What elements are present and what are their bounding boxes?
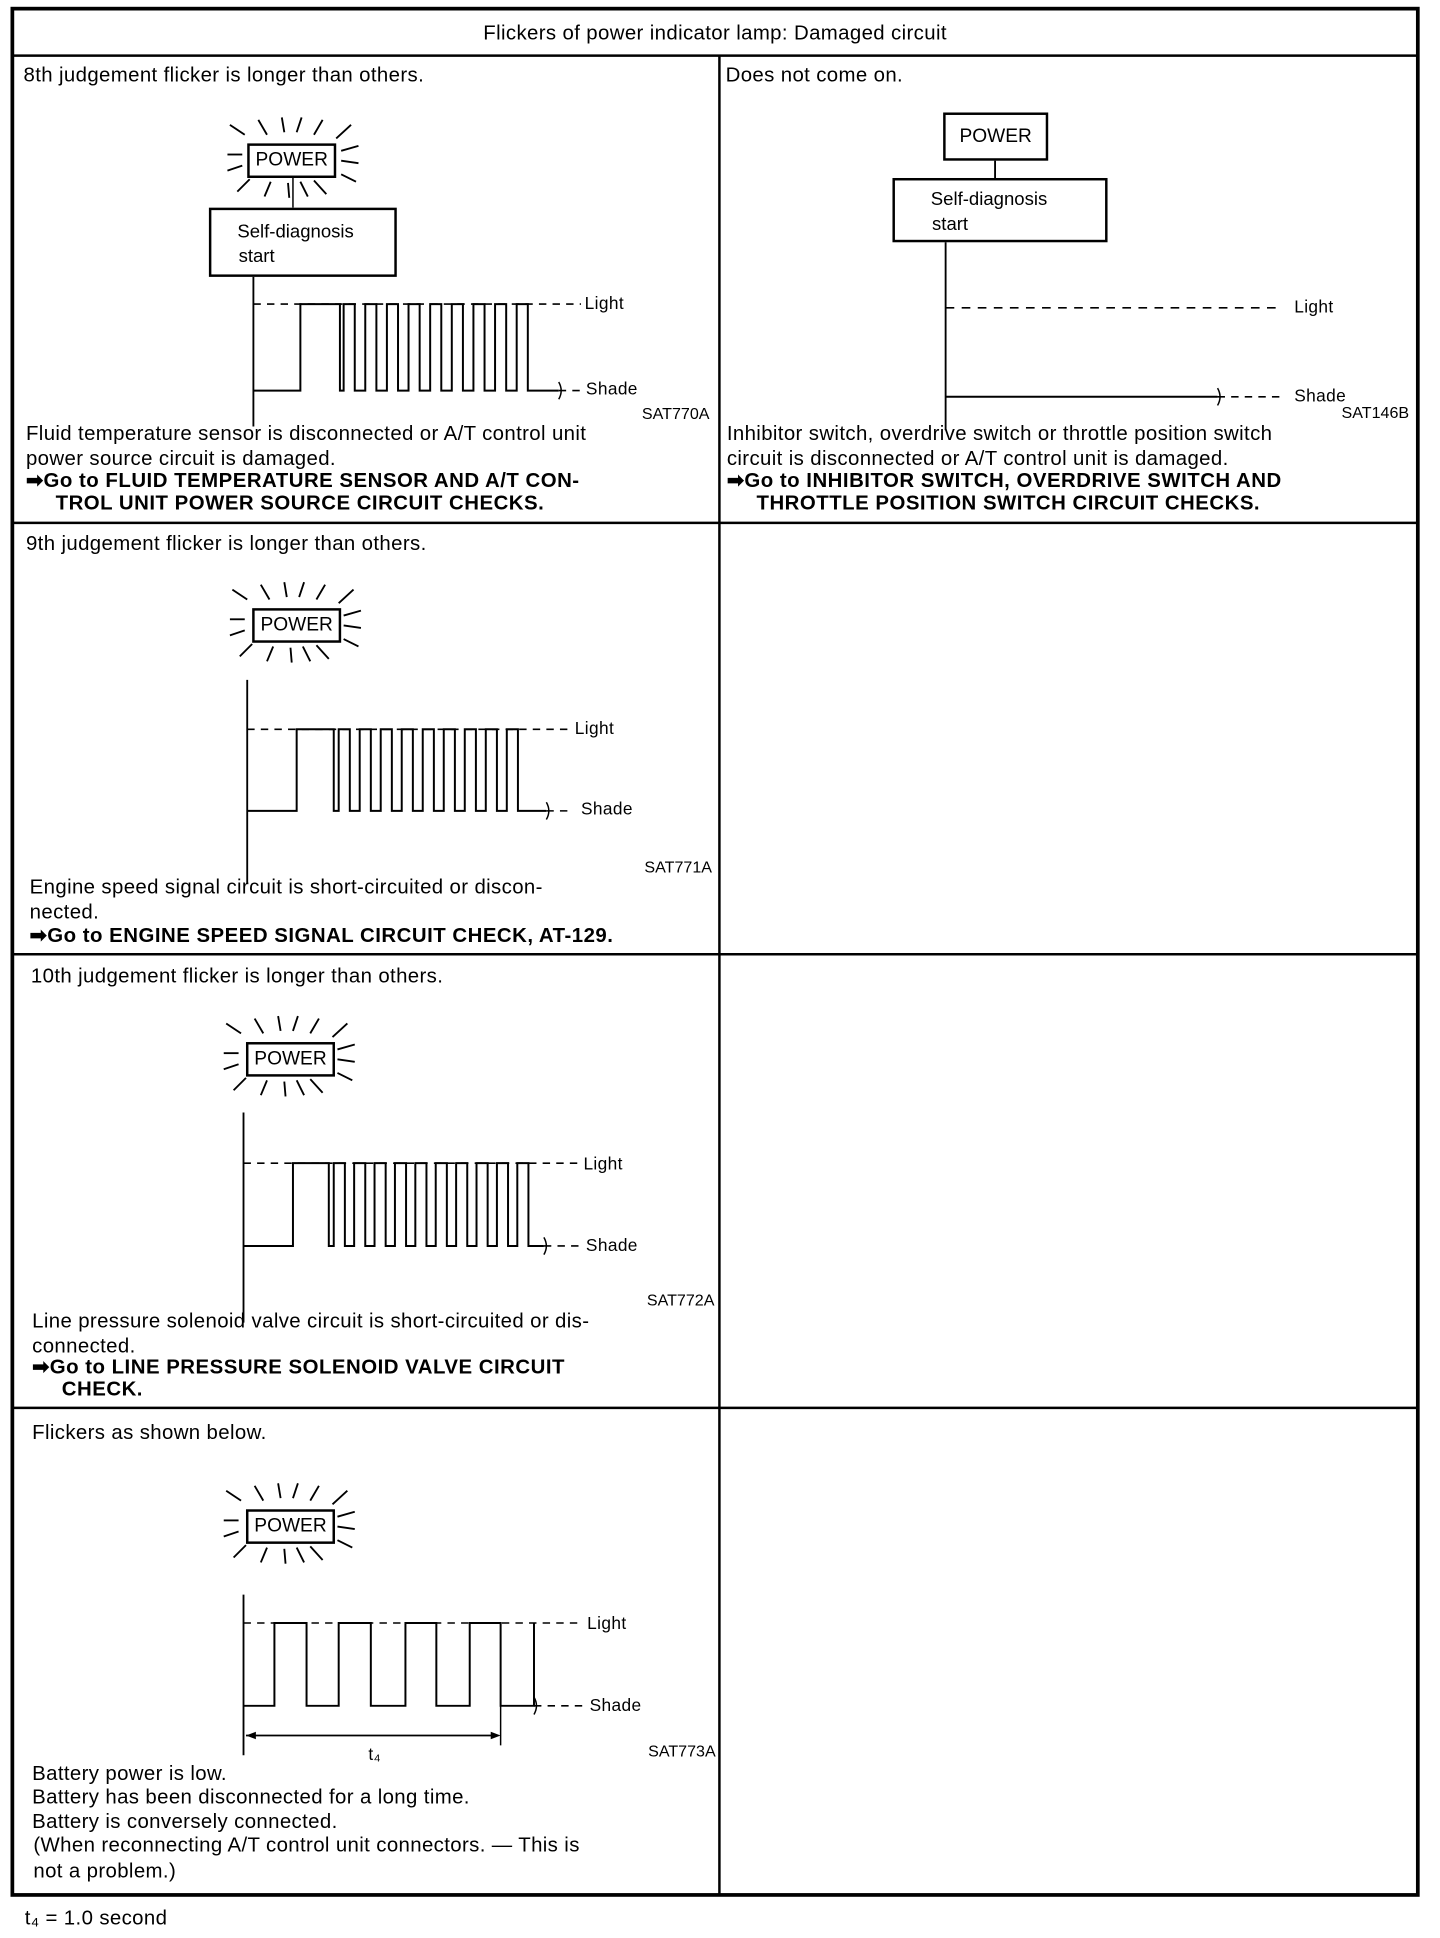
light-ray — [255, 1019, 264, 1034]
light-label: Light — [584, 292, 625, 313]
arrowhead — [246, 1732, 256, 1739]
light-ray — [341, 174, 356, 181]
light-ray — [341, 146, 358, 151]
power-label: POWER — [254, 1515, 327, 1537]
light-ray — [314, 120, 323, 135]
light-ray — [337, 1045, 354, 1050]
footer-note: t₄ = 1.0 second — [24, 1907, 168, 1930]
light-ray — [297, 1548, 304, 1563]
light-ray — [261, 585, 270, 600]
light-ray — [261, 1548, 267, 1563]
arrow-right-icon: ➡ — [32, 1356, 50, 1379]
light-ray — [234, 1545, 246, 1557]
light-label: Light — [583, 1153, 623, 1174]
power-lamp-icon — [252, 608, 341, 643]
light-ray — [226, 1491, 241, 1501]
cause-text: power source circuit is damaged. — [25, 447, 336, 470]
cause-text: Engine speed signal circuit is short-circuited or discon- — [29, 876, 543, 899]
figure-code: SAT146B — [1341, 402, 1410, 422]
flicker-waveform — [244, 1163, 544, 1246]
table-border — [12, 9, 1417, 1895]
light-ray — [337, 1540, 352, 1547]
cause-text: Line pressure solenoid valve circuit is short-circuited or dis- — [32, 1310, 590, 1333]
light-ray — [224, 1064, 239, 1069]
shade-label: Shade — [589, 1694, 642, 1715]
power-lamp-icon — [246, 1509, 335, 1544]
power-label: POWER — [255, 149, 328, 171]
flicker-waveform — [244, 1623, 534, 1706]
light-ray — [310, 1486, 319, 1501]
cause-text: Inhibitor switch, overdrive switch or throttle position switch — [726, 422, 1273, 445]
arrowhead — [491, 1732, 501, 1739]
action-link[interactable]: ➡Go to FLUID TEMPERATURE SENSOR AND A/T CON- — [25, 469, 580, 492]
action-link[interactable]: CHECK. — [61, 1378, 143, 1401]
start-label: start — [932, 213, 969, 235]
cell-9th-title: 9th judgement flicker is longer than others. — [25, 532, 427, 556]
flicker-waveform — [253, 304, 558, 391]
light-ray — [337, 1059, 354, 1061]
cause-text: Battery has been disconnected for a long time. — [32, 1786, 470, 1809]
light-ray — [300, 182, 307, 197]
power-label: POWER — [959, 125, 1032, 147]
light-ray — [337, 1527, 354, 1529]
light-label: Light — [574, 718, 615, 738]
shade-label: Shade — [1294, 385, 1347, 406]
flicker-waveform — [247, 729, 546, 811]
light-ray — [314, 180, 326, 194]
light-ray — [333, 1023, 348, 1037]
power-label: POWER — [254, 1048, 327, 1070]
figure-code: SAT770A — [641, 404, 710, 423]
light-ray — [227, 166, 242, 171]
arrow-right-icon: ➡ — [726, 469, 745, 492]
light-ray — [255, 1486, 264, 1501]
light-ray — [278, 1483, 280, 1498]
shade-label: Shade — [580, 798, 633, 819]
power-lamp-off-icon — [943, 112, 1048, 160]
power-lamp-icon — [246, 1042, 335, 1077]
light-ray — [344, 611, 361, 616]
light-ray — [237, 179, 249, 191]
light-ray — [232, 590, 247, 600]
cell-8th-title: 8th judgement flicker is longer than others. — [23, 64, 425, 87]
self-diagnosis-start-box — [892, 178, 1107, 242]
light-ray — [230, 630, 245, 635]
light-ray — [284, 582, 286, 597]
light-label: Light — [1294, 296, 1334, 317]
light-ray — [341, 161, 358, 163]
cause-text: connected. — [32, 1334, 136, 1358]
figure-code: SAT771A — [644, 857, 712, 877]
light-ray — [267, 646, 273, 661]
shade-label: Shade — [585, 1234, 638, 1255]
light-ray — [310, 1079, 322, 1093]
light-ray — [282, 117, 284, 132]
light-ray — [303, 646, 310, 661]
light-ray — [344, 639, 359, 646]
action-link[interactable]: ➡Go to ENGINE SPEED SIGNAL CIRCUIT CHECK, AT-129. — [29, 924, 614, 947]
cause-text: Battery is conversely connected. — [32, 1810, 338, 1834]
light-ray — [310, 1019, 319, 1034]
light-ray — [265, 182, 271, 197]
light-ray — [297, 1080, 304, 1095]
shade-label: Shade — [585, 378, 638, 399]
arrow-right-icon: ➡ — [29, 924, 48, 947]
power-lamp-icon — [247, 143, 336, 178]
cell-battery-title: Flickers as shown below. — [32, 1421, 267, 1444]
light-ray — [288, 183, 289, 198]
light-ray — [226, 1023, 241, 1033]
action-link[interactable]: TROL UNIT POWER SOURCE CIRCUIT CHECKS. — [55, 491, 545, 515]
arrow-right-icon: ➡ — [25, 469, 44, 492]
light-label: Light — [587, 1613, 627, 1633]
light-ray — [230, 125, 245, 135]
light-ray — [316, 645, 328, 659]
table-header-title: Flickers of power indicator lamp: Damaged circuit — [483, 22, 947, 45]
light-ray — [333, 1491, 348, 1505]
cause-text: nected. — [29, 901, 100, 924]
power-label: POWER — [260, 614, 333, 636]
light-ray — [278, 1016, 280, 1031]
self-diagnosis-label: Self-diagnosis — [237, 221, 354, 243]
start-label: start — [238, 245, 275, 267]
cell-not-on-title: Does not come on. — [725, 64, 904, 87]
light-ray — [258, 120, 267, 135]
light-ray — [310, 1546, 322, 1560]
figure-code: SAT773A — [648, 1741, 716, 1761]
light-ray — [337, 1512, 354, 1517]
light-ray — [234, 1078, 246, 1090]
light-ray — [297, 117, 302, 132]
light-ray — [224, 1532, 239, 1537]
cell-10th-title: 10th judgement flicker is longer than others. — [30, 965, 444, 988]
light-ray — [337, 1073, 352, 1080]
self-diagnosis-start-box — [209, 208, 397, 277]
light-ray — [299, 582, 304, 597]
light-ray — [290, 648, 291, 663]
cause-text: (When reconnecting A/T control unit connectors. — This is — [33, 1834, 580, 1857]
self-diagnosis-label: Self-diagnosis — [930, 189, 1048, 211]
light-ray — [261, 1080, 267, 1095]
light-ray — [293, 1016, 298, 1031]
cause-text: Battery power is low. — [32, 1762, 227, 1785]
action-link[interactable]: THROTTLE POSITION SWITCH CIRCUIT CHECKS. — [756, 491, 1261, 515]
light-ray — [284, 1549, 285, 1564]
light-ray — [284, 1082, 285, 1097]
light-ray — [316, 585, 325, 600]
light-ray — [336, 125, 351, 139]
action-link[interactable]: ➡Go to INHIBITOR SWITCH, OVERDRIVE SWITCH AND — [726, 469, 1282, 492]
light-ray — [344, 625, 361, 627]
cause-text: not a problem.) — [33, 1860, 177, 1883]
figure-code: SAT772A — [646, 1290, 715, 1310]
light-ray — [240, 644, 252, 656]
t4-label: t₄ — [368, 1744, 381, 1764]
light-ray — [293, 1483, 298, 1498]
action-link[interactable]: ➡Go to LINE PRESSURE SOLENOID VALVE CIRCUIT — [32, 1356, 565, 1379]
cause-text: Fluid temperature sensor is disconnected or A/T control unit — [25, 422, 587, 445]
cause-text: circuit is disconnected or A/T control unit is damaged. — [726, 447, 1229, 470]
light-ray — [339, 590, 354, 604]
